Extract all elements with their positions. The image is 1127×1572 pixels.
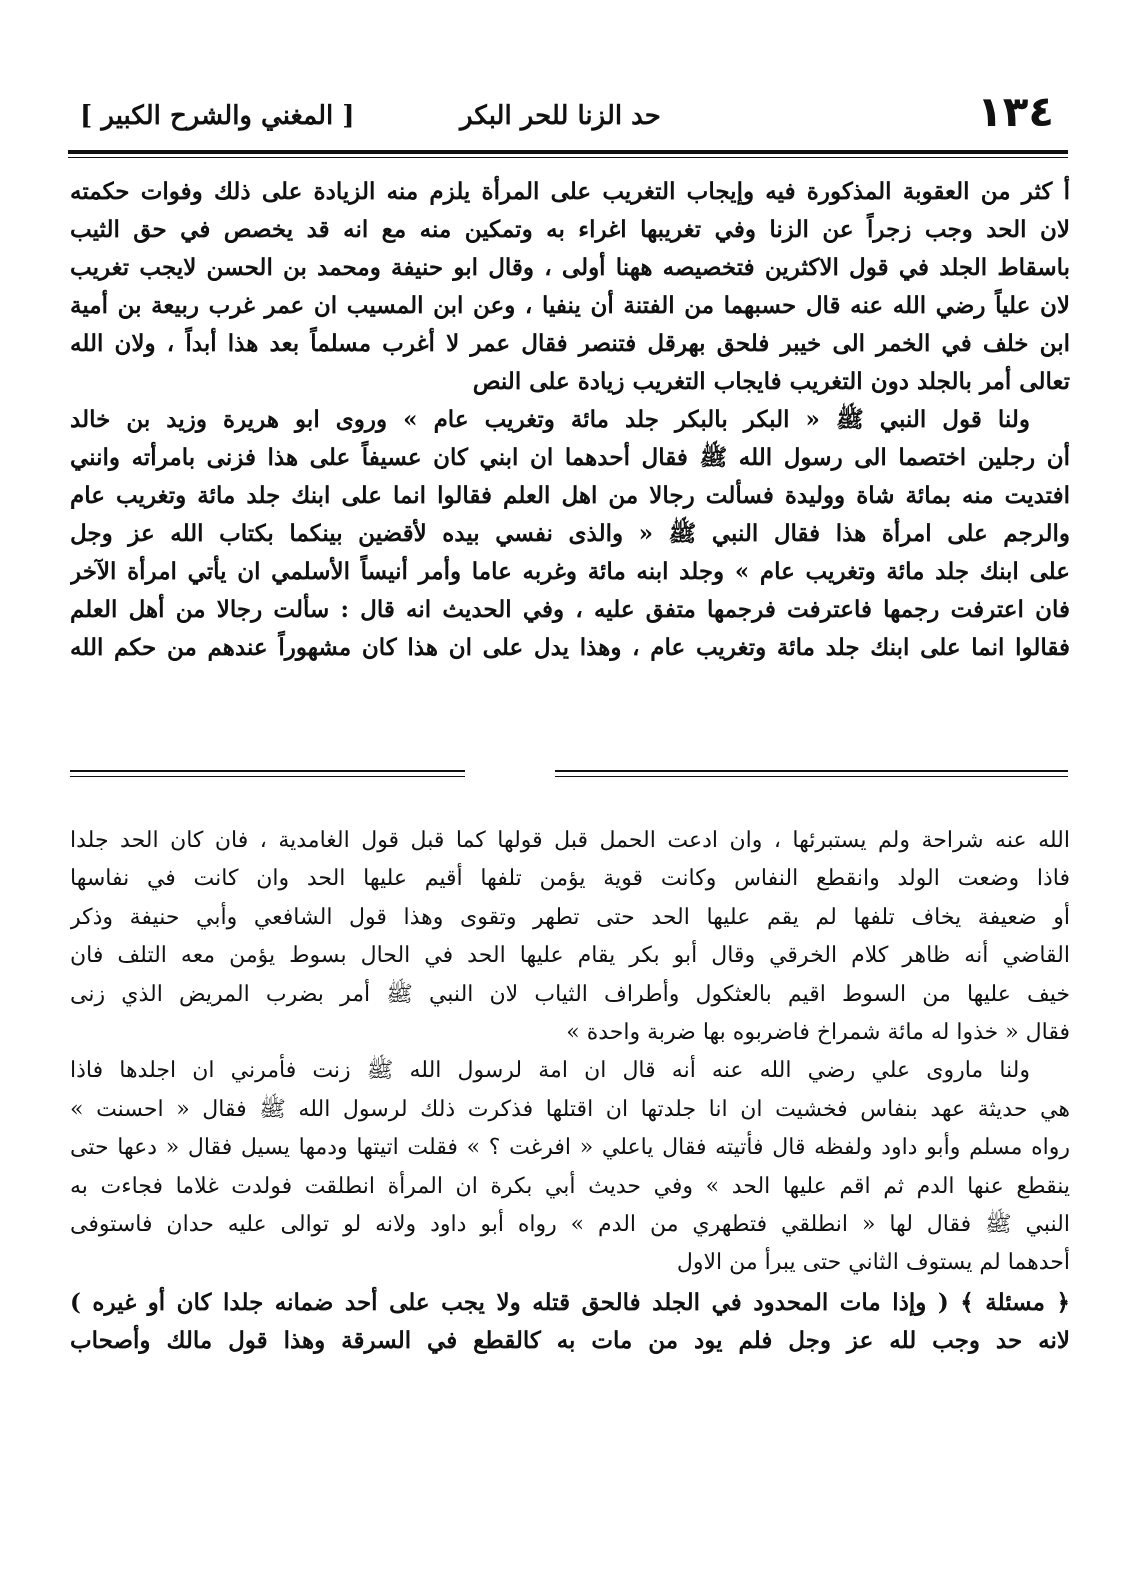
text-line: أحدهما لم يستوف الثاني حتى يبرأ من الاول [676,1250,1070,1276]
masala-heading-line: ﴿ مسئلة ﴾ ( وإذا مات المحدود في الجلد فالحق قتله ولا يجب على أحد ضمانه جلدا كان أو غيره ) [70,1289,1070,1316]
text-line: ولنا ماروى علي رضي الله عنه أنه قال ان امة لرسول الله ﷺ زنت فأمرني ان اجلدها فاذا [70,1058,1030,1084]
text-line: فان اعترفت رجمها فاعترفت فرجمها متفق عليه ، وفي الحديث انه قال : سألت رجالا من أهل العلم [70,596,1070,623]
text-line: أن رجلين اختصما الى رسول الله ﷺ فقال أحدهما ان ابني كان عسيفاً على هذا فزنى بامرأته وانني [70,444,1070,471]
text-line: باسقاط الجلد في قول الاكثرين فتخصيصه ههنا أولى ، وقال ابو حنيفة ومحمد بن الحسن لايجب تغريب [70,254,1070,281]
text-line: والرجم على امرأة هذا فقال النبي ﷺ « والذى نفسي بيده لأقضين بينكما بكتاب الله عز وجل [70,520,1070,547]
text-line: ينقطع عنها الدم ثم اقم عليها الحد » وفي حديث أبي بكرة ان المرأة انطلقت فولدت غلاما فجاءت به [70,1173,1070,1199]
text-line: هي حديثة عهد بنفاس فخشيت ان انا جلدتها ان اقتلها فذكرت ذلك لرسول الله ﷺ فقال « احسنت » [70,1096,1070,1122]
text-line: افتديت منه بمائة شاة ووليدة فسألت رجالا من اهل العلم فقالوا انما على ابنك جلد مائة وتغريب عام [70,482,1070,509]
text-line: تعالى أمر بالجلد دون التغريب فايجاب التغريب زيادة على النص [472,368,1070,395]
book-title: [ المغني والشرح الكبير ] [80,101,355,131]
masala-text [70,1284,1070,1360]
text-line: رواه مسلم وأبو داود ولفظه قال فأتيته فقال ياعلي « افرغت ؟ » فقلت اتيتها ودمها يسيل فقال « دعها حتى [70,1135,1070,1161]
page-number: ١٣٤ [977,87,1054,136]
section-title: حد الزنا للحر البكر [460,101,661,131]
sharh-text [70,822,1070,1283]
header-rule [68,150,1068,154]
text-line: ابن خلف في الخمر الى خيبر فلحق بهرقل فتنصر فقال عمر لا أغرب مسلماً بعد هذا أبداً ، ولان الله [70,330,1070,357]
text-line: لان علياً رضي الله عنه قال حسبهما من الفتنة أن ينفيا ، وعن ابن المسيب ان عمر غرب ربيعة بن أمية [70,292,1070,319]
text-line: فقال « خذوا له مائة شمراخ فاضربوه بها ضربة واحدة » [566,1019,1070,1045]
text-line: فاذا وضعت الولد وانقطع النفاس وكانت قوية يؤمن تلفها أقيم عليها الحد وان كانت في نفاسها [70,866,1070,892]
header-rule-thin [68,157,1068,158]
page-header [80,87,1054,145]
text-line: القاضي أنه ظاهر كلام الخرقي وقال أبو بكر يقام عليها الحد في الحال بسوط يؤمن معه التلف فان [70,943,1070,969]
text-line: لان الحد وجب زجراً عن الزنا وفي تغريبها اغراء به وتمكين منه مع انه قد يخصص في حق الثيب [70,216,1070,243]
text-line: أو ضعيفة يخاف تلفها لم يقم عليها الحد حتى تطهر وتقوى وهذا قول الشافعي وأبي حنيفة وذكر [70,904,1070,930]
text-line: أ كثر من العقوبة المذكورة فيه وإيجاب التغريب على المرأة يلزم منه الزيادة على ذلك وفوات حكمته [70,178,1070,205]
text-line: على ابنك جلد مائة وتغريب عام » وجلد ابنه مائة وغربه عاما وأمر أنيساً الأسلمي ان يأتي امرأة الآخر [70,558,1070,585]
section-separator [70,770,1068,782]
text-line: لانه حد وجب لله عز وجل فلم يود من مات به كالقطع في السرقة وهذا قول مالك وأصحاب [70,1327,1070,1354]
text-line: ولنا قول النبي ﷺ « البكر بالبكر جلد مائة وتغريب عام » وروى ابو هريرة وزيد بن خالد [70,406,1030,433]
mughni-text [70,173,1070,667]
text-line: فقالوا انما على ابنك جلد مائة وتغريب عام ، وهذا يدل على ان هذا كان مشهوراً عندهم من حكم الله [70,634,1070,661]
text-line: الله عنه شراحة ولم يستبرئها ، وان ادعت الحمل قبل قولها كما قبل قول الغامدية ، فان كان الحد جلدا [70,828,1070,853]
text-line: النبي ﷺ فقال لها « انطلقي فتطهري من الدم » رواه أبو داود ولانه لو توالى عليه حدان فاستوفى [70,1211,1070,1237]
text-line: خيف عليها من السوط اقيم بالعثكول وأطراف الثياب لان النبي ﷺ أمر بضرب المريض الذي زنى [70,981,1070,1007]
